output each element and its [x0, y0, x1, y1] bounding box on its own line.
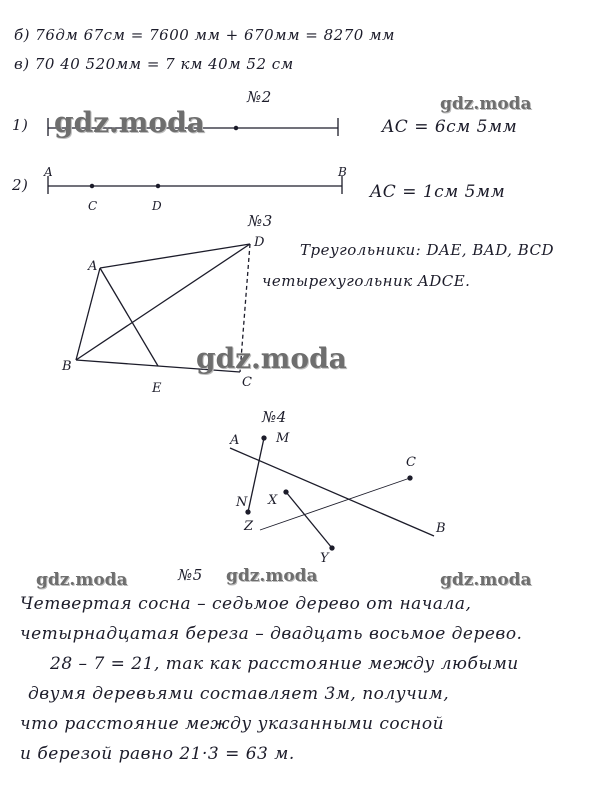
t3-point-e: E: [152, 381, 162, 396]
task5-line4: двумя деревьями составляет 3м, получим,: [28, 684, 450, 704]
watermark: gdz.moda: [226, 566, 318, 586]
t2f2-point-a: A: [44, 165, 53, 179]
seg-ae: [100, 268, 158, 366]
point-c: [234, 126, 237, 129]
t2f2-point-c: C: [88, 199, 98, 213]
t4-point-y: Y: [320, 551, 329, 566]
side-ad: [100, 244, 250, 268]
task5-line6: и березой равно 21·3 = 63 м.: [20, 744, 295, 764]
task3-note-line2: четырехугольник ADCE.: [262, 272, 471, 290]
watermark: gdz.moda: [440, 570, 532, 590]
task2-item2-label: 2): [12, 176, 29, 194]
task3-title: №3: [248, 212, 273, 230]
t3-point-d: D: [254, 235, 265, 250]
t3-point-c: C: [242, 375, 252, 390]
task2-ac2: AC = 1см 5мм: [370, 182, 506, 202]
t4-point-z: Z: [244, 519, 254, 534]
watermark: gdz.moda: [54, 106, 205, 139]
t3-point-a: A: [88, 259, 98, 274]
task4-figure: [230, 436, 434, 550]
t4-point-m: M: [276, 431, 290, 446]
t2f2-point-b: B: [338, 165, 347, 179]
task5-line1: Четвертая сосна – седьмое дерево от начала,: [20, 594, 472, 614]
point-c2: [90, 184, 93, 187]
t2f2-point-d: D: [152, 199, 162, 213]
watermark: gdz.moda: [196, 342, 347, 375]
watermark: gdz.moda: [440, 94, 532, 114]
task5-title: №5: [178, 566, 203, 584]
task2-figure2: [48, 176, 342, 194]
point-m: [262, 436, 266, 440]
t4-point-b: B: [436, 521, 446, 536]
point-x: [284, 490, 288, 494]
point-n: [246, 510, 250, 514]
t3-point-b: B: [62, 359, 72, 374]
task3-note-line1: Треугольники: DAE, BAD, BCD: [300, 241, 555, 259]
t4-point-c: C: [406, 455, 416, 470]
segment-mn: [248, 438, 264, 512]
ray-zc: [260, 478, 410, 530]
task4-title: №4: [262, 408, 287, 426]
task5-line5: что расстояние между указанными сосной: [20, 714, 445, 734]
task5-line3: 28 – 7 = 21, так как расстояние между любыми: [50, 654, 519, 674]
t4-point-x: X: [268, 493, 278, 508]
line-b: б) 76дм 67см = 7600 мм + 670мм = 8270 мм: [14, 26, 395, 44]
task2-title: №2: [247, 88, 272, 106]
task2-item1-label: 1): [12, 116, 29, 134]
point-c4: [408, 476, 412, 480]
t4-point-n: N: [236, 495, 248, 510]
watermark: gdz.moda: [36, 570, 128, 590]
point-d2: [156, 184, 159, 187]
line-v: в) 70 40 520мм = 7 км 40м 52 см: [14, 55, 294, 73]
t4-point-a: A: [230, 433, 240, 448]
task5-line2: четырнадцатая береза – двадцать восьмое дерево.: [20, 624, 523, 644]
line-ab: [230, 448, 434, 536]
task2-ac1: AC = 6см 5мм: [382, 117, 518, 137]
segment-xy: [286, 492, 332, 548]
point-y: [330, 546, 334, 550]
